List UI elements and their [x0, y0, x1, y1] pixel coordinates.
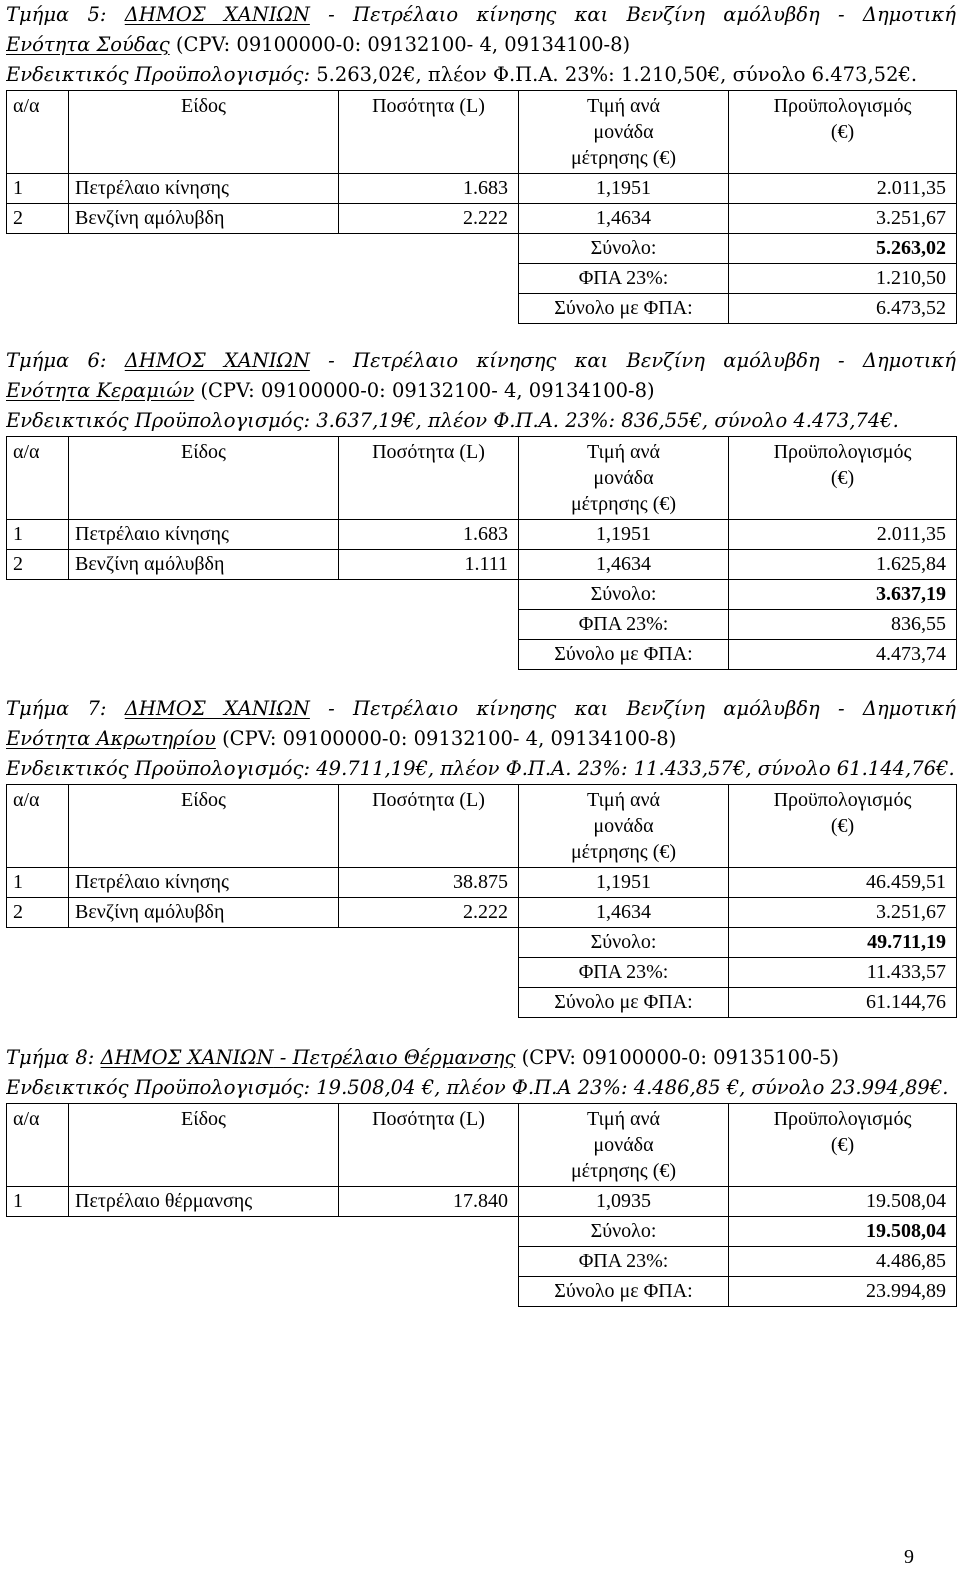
total-value: 4.473,74 — [729, 640, 957, 670]
col-aa: α/α — [7, 1104, 69, 1187]
col-item: Είδος — [69, 1104, 339, 1187]
col-aa: α/α — [7, 437, 69, 520]
row-price: 1,1951 — [519, 868, 729, 898]
vat-row — [7, 610, 957, 640]
vat-value: 11.433,57 — [729, 958, 957, 988]
col-item: Είδος — [69, 785, 339, 868]
section-5 — [6, 0, 956, 324]
subtotal-label: Σύνολο: — [519, 234, 729, 264]
row-item: Βενζίνη αμόλυβδη — [69, 550, 339, 580]
section-label: Τμήμα 8: — [6, 1046, 101, 1069]
col-budget: Προϋπολογισμός (€) — [729, 437, 957, 520]
row-item: Πετρέλαιο κίνησης — [69, 520, 339, 550]
cpv-codes: (CPV: 09100000-0: 09132100- 4, 09134100-8) — [215, 727, 677, 750]
section-8 — [6, 1043, 956, 1307]
subtotal-row — [7, 580, 957, 610]
subtotal-label: Σύνολο: — [519, 1217, 729, 1247]
budget-line — [6, 754, 956, 784]
total-row — [7, 640, 957, 670]
row-item: Βενζίνη αμόλυβδη — [69, 898, 339, 928]
row-item: Πετρέλαιο κίνησης — [69, 174, 339, 204]
cpv-codes: (CPV: 09100000-0: 09135100-5) — [515, 1046, 839, 1069]
budget-text: 3.637,19€, πλέον Φ.Π.Α. 23%: 836,55€, σύνολο 4.473,74€. — [316, 409, 899, 432]
table-row — [7, 204, 957, 234]
budget-table — [6, 1103, 956, 1307]
row-number: 1 — [7, 1187, 69, 1217]
cpv-codes: (CPV: 09100000-0: 09132100- 4, 09134100-8) — [169, 33, 631, 56]
budget-text: 5.263,02€, πλέον Φ.Π.Α. 23%: 1.210,50€, σύνολο 6.473,52€. — [316, 63, 918, 86]
total-row — [7, 988, 957, 1018]
col-aa: α/α — [7, 785, 69, 868]
total-row — [7, 1277, 957, 1307]
vat-value: 4.486,85 — [729, 1247, 957, 1277]
col-item: Είδος — [69, 437, 339, 520]
section-subject: - Πετρέλαιο κίνησης και Βενζίνη αμόλυβδη - Δημοτική — [309, 349, 956, 372]
subtotal-label: Σύνολο: — [519, 580, 729, 610]
row-item: Πετρέλαιο θέρμανσης — [69, 1187, 339, 1217]
col-budget: Προϋπολογισμός (€) — [729, 91, 957, 174]
vat-row — [7, 1247, 957, 1277]
vat-label: ΦΠΑ 23%: — [519, 264, 729, 294]
section-unit-line — [6, 376, 956, 406]
row-price: 1,4634 — [519, 204, 729, 234]
total-label: Σύνολο με ΦΠΑ: — [519, 1277, 729, 1307]
budget-table — [6, 784, 956, 1018]
budget-label: Ενδεικτικός Προϋπολογισμός: — [6, 409, 317, 432]
total-row — [7, 294, 957, 324]
row-qty: 1.111 — [339, 550, 519, 580]
section-title — [6, 694, 956, 724]
table-row — [7, 174, 957, 204]
row-budget: 3.251,67 — [729, 204, 957, 234]
row-item: Πετρέλαιο κίνησης — [69, 868, 339, 898]
col-unit-price: Τιμή ανά μονάδα μέτρησης (€) — [519, 1104, 729, 1187]
budget-text: 49.711,19€, πλέον Φ.Π.Α. 23%: 11.433,57€, σύνολο 61.144,76€. — [316, 757, 955, 780]
budget-table — [6, 436, 956, 670]
subtotal-value: 3.637,19 — [729, 580, 957, 610]
subtotal-row — [7, 928, 957, 958]
subtotal-value: 5.263,02 — [729, 234, 957, 264]
vat-row — [7, 958, 957, 988]
section-subject: - Πετρέλαιο κίνησης και Βενζίνη αμόλυβδη - Δημοτική — [309, 3, 956, 26]
section-label: Τμήμα 5: — [6, 3, 125, 26]
section-label: Τμήμα 6: — [6, 349, 125, 372]
col-unit-price: Τιμή ανά μονάδα μέτρησης (€) — [519, 91, 729, 174]
subtotal-label: Σύνολο: — [519, 928, 729, 958]
budget-line — [6, 406, 956, 436]
col-aa: α/α — [7, 91, 69, 174]
budget-text: 19.508,04 €, πλέον Φ.Π.Α 23%: 4.486,85 €, σύνολο 23.994,89€. — [316, 1076, 949, 1099]
table-header-row — [7, 1104, 957, 1187]
col-qty: Ποσότητα (L) — [339, 91, 519, 174]
vat-label: ΦΠΑ 23%: — [519, 610, 729, 640]
subtotal-value: 19.508,04 — [729, 1217, 957, 1247]
row-price: 1,4634 — [519, 898, 729, 928]
vat-value: 1.210,50 — [729, 264, 957, 294]
table-row — [7, 1187, 957, 1217]
row-budget: 19.508,04 — [729, 1187, 957, 1217]
row-qty: 2.222 — [339, 898, 519, 928]
col-qty: Ποσότητα (L) — [339, 1104, 519, 1187]
unit-name: Ενότητα Κεραμιών — [6, 379, 195, 402]
total-label: Σύνολο με ΦΠΑ: — [519, 294, 729, 324]
row-qty: 1.683 — [339, 520, 519, 550]
table-row — [7, 868, 957, 898]
municipality-name: ΔΗΜΟΣ ΧΑΝΙΩΝ — [100, 1046, 274, 1069]
col-unit-price: Τιμή ανά μονάδα μέτρησης (€) — [519, 437, 729, 520]
row-qty: 17.840 — [339, 1187, 519, 1217]
total-label: Σύνολο με ΦΠΑ: — [519, 640, 729, 670]
col-qty: Ποσότητα (L) — [339, 785, 519, 868]
section-title — [6, 1043, 956, 1073]
municipality-name: ΔΗΜΟΣ ΧΑΝΙΩΝ — [124, 349, 310, 372]
row-price: 1,4634 — [519, 550, 729, 580]
page-number: 9 — [904, 1546, 914, 1568]
col-budget: Προϋπολογισμός (€) — [729, 1104, 957, 1187]
row-item: Βενζίνη αμόλυβδη — [69, 204, 339, 234]
subtotal-row — [7, 1217, 957, 1247]
total-value: 61.144,76 — [729, 988, 957, 1018]
total-label: Σύνολο με ΦΠΑ: — [519, 988, 729, 1018]
vat-row — [7, 264, 957, 294]
row-number: 2 — [7, 204, 69, 234]
total-value: 23.994,89 — [729, 1277, 957, 1307]
col-qty: Ποσότητα (L) — [339, 437, 519, 520]
row-number: 1 — [7, 520, 69, 550]
budget-table — [6, 90, 956, 324]
section-title — [6, 0, 956, 30]
row-budget: 46.459,51 — [729, 868, 957, 898]
table-header-row — [7, 785, 957, 868]
section-6 — [6, 346, 956, 670]
vat-value: 836,55 — [729, 610, 957, 640]
vat-label: ΦΠΑ 23%: — [519, 958, 729, 988]
row-price: 1,1951 — [519, 520, 729, 550]
row-budget: 3.251,67 — [729, 898, 957, 928]
table-header-row — [7, 91, 957, 174]
budget-line — [6, 1073, 956, 1103]
subtotal-row — [7, 234, 957, 264]
row-budget: 2.011,35 — [729, 174, 957, 204]
row-number: 1 — [7, 174, 69, 204]
row-number: 2 — [7, 898, 69, 928]
table-row — [7, 520, 957, 550]
budget-label: Ενδεικτικός Προϋπολογισμός: — [6, 757, 317, 780]
table-row — [7, 550, 957, 580]
section-label: Τμήμα 7: — [6, 697, 125, 720]
table-header-row — [7, 437, 957, 520]
municipality-name: ΔΗΜΟΣ ΧΑΝΙΩΝ — [124, 3, 310, 26]
row-budget: 1.625,84 — [729, 550, 957, 580]
row-number: 1 — [7, 868, 69, 898]
col-budget: Προϋπολογισμός (€) — [729, 785, 957, 868]
row-number: 2 — [7, 550, 69, 580]
subtotal-value: 49.711,19 — [729, 928, 957, 958]
municipality-name: ΔΗΜΟΣ ΧΑΝΙΩΝ — [124, 697, 310, 720]
section-subject: - Πετρέλαιο κίνησης και Βενζίνη αμόλυβδη - Δημοτική — [309, 697, 956, 720]
table-row — [7, 898, 957, 928]
row-qty: 2.222 — [339, 204, 519, 234]
unit-name: Ενότητα Σούδας — [6, 33, 170, 56]
row-budget: 2.011,35 — [729, 520, 957, 550]
budget-label: Ενδεικτικός Προϋπολογισμός: — [6, 1076, 317, 1099]
col-unit-price: Τιμή ανά μονάδα μέτρησης (€) — [519, 785, 729, 868]
budget-label: Ενδεικτικός Προϋπολογισμός: — [6, 63, 317, 86]
row-price: 1,0935 — [519, 1187, 729, 1217]
col-item: Είδος — [69, 91, 339, 174]
vat-label: ΦΠΑ 23%: — [519, 1247, 729, 1277]
unit-name: Ενότητα Ακρωτηρίου — [6, 727, 216, 750]
section-unit-line — [6, 724, 956, 754]
row-qty: 1.683 — [339, 174, 519, 204]
cpv-codes: (CPV: 09100000-0: 09132100- 4, 09134100-8) — [194, 379, 655, 402]
row-qty: 38.875 — [339, 868, 519, 898]
section-unit-line — [6, 30, 956, 60]
row-price: 1,1951 — [519, 174, 729, 204]
section-7 — [6, 694, 956, 1018]
section-title — [6, 346, 956, 376]
budget-line — [6, 60, 956, 90]
section-subject: - Πετρέλαιο Θέρμανσης — [273, 1046, 516, 1069]
total-value: 6.473,52 — [729, 294, 957, 324]
